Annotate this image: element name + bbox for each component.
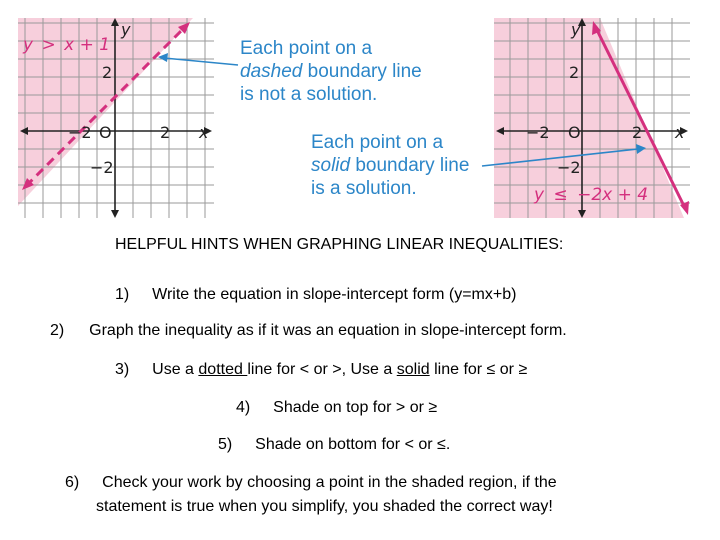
- right-graph: [494, 18, 690, 218]
- right-tick-label-y-neg2: −2: [557, 158, 581, 177]
- hint-3-text-pre: Use a: [152, 361, 199, 378]
- right-tick-label-x-2: 2: [632, 123, 643, 142]
- hint-3-text-post: line for ≤ or ≥: [429, 361, 528, 378]
- solid-callout-pointer: [480, 142, 650, 172]
- hint-4-text: Shade on top for > or ≥: [273, 399, 438, 416]
- solid-line-callout: [311, 131, 469, 200]
- hint-item-1: [115, 286, 516, 304]
- hint-item-6-continued: statement is true when you simplify, you shaded the correct way!: [96, 498, 553, 515]
- dashed-callout-pointer: [150, 45, 240, 75]
- right-tick-label-x-neg2: −2: [526, 123, 550, 142]
- hint-5-number: 5): [218, 436, 233, 453]
- hint-4-number: 4): [236, 399, 251, 416]
- right-origin-label: O: [568, 123, 581, 142]
- dashed-callout-line-3: is not a solution.: [240, 84, 378, 105]
- left-x-axis-label: x: [199, 123, 209, 142]
- right-y-axis-label: y: [571, 20, 581, 39]
- hint-item-2: [50, 322, 567, 340]
- dashed-callout-line-1: Each point on a: [240, 38, 373, 59]
- left-origin-label: O: [99, 123, 112, 142]
- hints-title: HELPFUL HINTS WHEN GRAPHING LINEAR INEQUALITIES:: [115, 236, 564, 253]
- solid-pointer-arrowhead-icon: [636, 144, 646, 154]
- hint-item-5: [218, 436, 450, 454]
- hint-5-text: Shade on bottom for < or ≤.: [255, 436, 451, 453]
- dashed-pointer-arrowhead-icon: [158, 53, 168, 62]
- left-inequality-label: y > x + 1: [23, 35, 111, 55]
- right-tick-label-y-2: 2: [569, 63, 580, 82]
- hint-2-number: 2): [50, 322, 65, 339]
- hint-2-text: Graph the inequality as if it was an equation in slope-intercept form.: [89, 322, 567, 339]
- left-tick-label-y-neg2: −2: [90, 158, 114, 177]
- right-inequality-label: y ≤ −2x + 4: [534, 185, 649, 205]
- hint-6-text: Check your work by choosing a point in the shaded region, if the: [102, 474, 557, 491]
- hint-6-number: 6): [65, 474, 80, 491]
- solid-callout-line-3: is a solution.: [311, 178, 417, 199]
- hint-1-number: 1): [115, 286, 130, 303]
- right-x-axis-label: x: [675, 123, 685, 142]
- hint-item-4: [236, 399, 437, 417]
- left-y-axis-label: y: [121, 20, 131, 39]
- dashed-callout-line-2: dashed boundary line: [240, 61, 422, 82]
- left-tick-label-x-neg2: −2: [68, 123, 92, 142]
- left-tick-label-y-2: 2: [102, 63, 113, 82]
- hint-3-solid-word: solid: [396, 361, 430, 378]
- hint-3-text-mid: line for < or >, Use a: [247, 361, 397, 378]
- left-tick-label-x-2: 2: [160, 123, 171, 142]
- solid-callout-line-1: Each point on a: [311, 132, 444, 153]
- hint-3-dotted-word: dotted: [198, 361, 248, 378]
- hint-1-text: Write the equation in slope-intercept form (y=mx+b): [152, 286, 517, 303]
- solid-callout-line-2: solid boundary line: [311, 155, 470, 176]
- hint-item-3: [115, 361, 527, 379]
- hint-item-6: [65, 474, 557, 492]
- dashed-line-callout: [240, 37, 422, 106]
- hint-3-number: 3): [115, 361, 130, 378]
